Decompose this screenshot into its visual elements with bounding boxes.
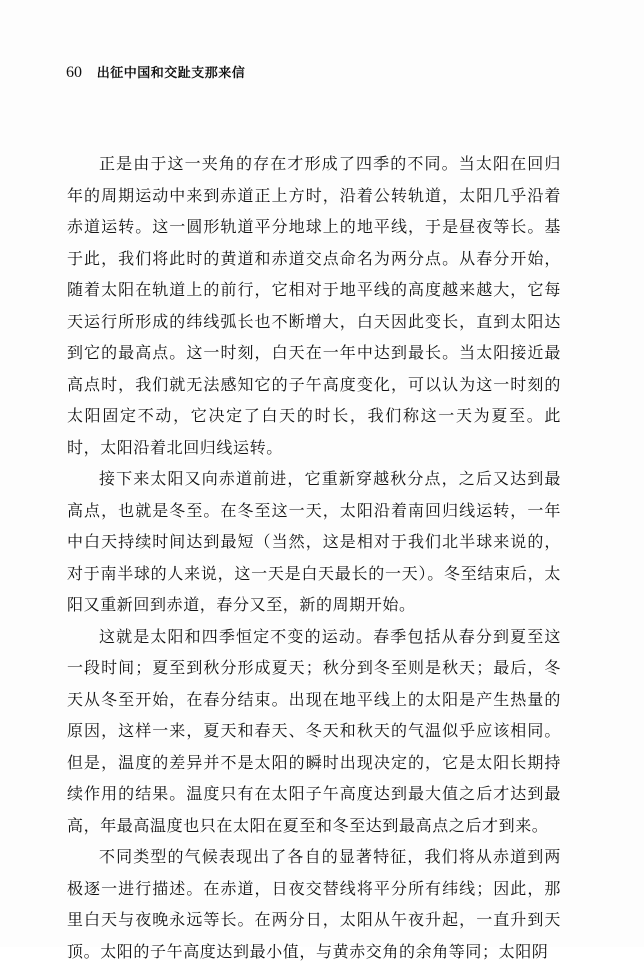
body-text <box>67 148 561 967</box>
page-number: 60 <box>66 64 82 81</box>
paragraph-3: 这就是太阳和四季恒定不变的运动。春季包括从春分到夏至这一段时间；夏至到秋分形成夏天；秋分到冬至则是秋天；最后，冬天从冬至开始，在春分结束。出现在地平线上的太阳是产生热量的原因，这样一来，夏天和春天、冬天和秋天的气温似乎应该相同。但是，温度的差异并不是太阳的瞬时出现决定的，它是太阳长期持续作用的结果。温度只有在太阳子午高度达到最大值之后才达到最高，年最高温度也只在太阳在夏至和冬至达到最高点之后才到来。 <box>67 626 561 835</box>
book-title: 出征中国和交趾支那来信 <box>96 66 246 81</box>
paragraph-4: 不同类型的气候表现出了各自的显著特征，我们将从赤道到两极逐一进行描述。在赤道，日夜交替线将平分所有纬线；因此，那里白天与夜晚永远等长。在两分日，太阳从午夜升起，一直升到天顶。太阳的子午高度达到最小值，与黄赤交角的余角等同；太阳阴 <box>67 847 561 961</box>
paragraph-2: 接下来太阳又向赤道前进，它重新穿越秋分点，之后又达到最高点，也就是冬至。在冬至这一天，太阳沿着南回归线运转，一年中白天持续时间达到最短（当然，这是相对于我们北半球来说的，对于南半球的人来说，这一天是白天最长的一天）。冬至结束后，太阳又重新回到赤道，春分又至，新的周期开始。 <box>67 469 561 614</box>
running-head <box>66 62 245 84</box>
paragraph-1: 正是由于这一夹角的存在才形成了四季的不同。当太阳在回归年的周期运动中来到赤道正上方时，沿着公转轨道，太阳几乎沿着赤道运转。这一圆形轨道平分地球上的地平线，于是昼夜等长。基于此，我们将此时的黄道和赤道交点命名为两分点。从春分开始，随着太阳在轨道上的前行，它相对于地平线的高度越来越大，它每天运行所形成的纬线弧长也不断增大，白天因此变长，直到太阳达到它的最高点。这一时刻，白天在一年中达到最长。当太阳接近最高点时，我们就无法感知它的子午高度变化，可以认为这一时刻的太阳固定不动，它决定了白天的时长，我们称这一天为夏至。此时，太阳沿着北回归线运转。 <box>67 154 561 457</box>
